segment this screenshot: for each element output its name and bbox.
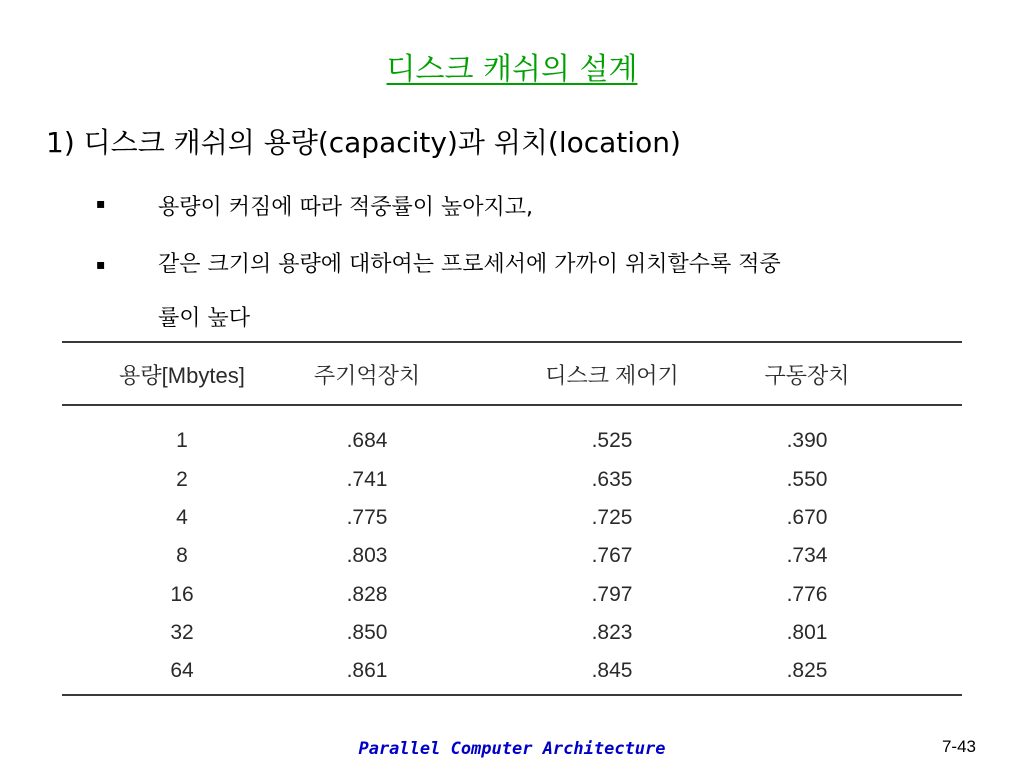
table-cell: .845 <box>591 659 633 682</box>
table-cell: .390 <box>786 429 828 452</box>
bullet-marker: ▪ <box>96 196 106 212</box>
table-cell: .734 <box>786 544 828 567</box>
table-cell: .803 <box>346 544 388 567</box>
table-cell: .635 <box>591 468 633 491</box>
bullet-text-line: 같은 크기의 용량에 대하여는 프로세서에 가까이 위치할수록 적중 <box>158 252 781 277</box>
table-top-rule <box>62 341 962 343</box>
column-header-capacity: 용량[Mbytes] <box>119 363 245 388</box>
table-cell: .525 <box>591 429 633 452</box>
table-cell: 32 <box>170 621 194 644</box>
bullet-text-line: 률이 높다 <box>158 306 251 331</box>
table-cell: .684 <box>346 429 388 452</box>
table-cell: .825 <box>786 659 828 682</box>
bullet-text-capacity: 용량이 커짐에 따라 적중률이 높아지고, <box>158 195 533 220</box>
page-number: 7-43 <box>941 737 976 756</box>
table-cell: .767 <box>591 544 633 567</box>
footer-course-title: Parallel Computer Architecture <box>358 739 666 759</box>
column-header-disk-drive: 구동장치 <box>764 363 850 388</box>
section-heading: 1) 디스크 캐쉬의 용량(capacity)과 위치(location) <box>46 126 681 159</box>
table-cell: 4 <box>176 506 188 529</box>
table-cell: 1 <box>176 429 188 452</box>
table-cell: .775 <box>346 506 388 529</box>
table-cell: .828 <box>346 583 388 606</box>
table-cell: .670 <box>786 506 828 529</box>
column-header-disk-controller: 디스크 제어기 <box>545 363 679 388</box>
table-cell: .861 <box>346 659 388 682</box>
table-cell: .801 <box>786 621 828 644</box>
table-cell: .776 <box>786 583 828 606</box>
table-cell: .550 <box>786 468 828 491</box>
column-header-main-memory: 주기억장치 <box>313 363 421 388</box>
table-cell: 8 <box>176 544 188 567</box>
table-cell: .797 <box>591 583 633 606</box>
table-cell: .741 <box>346 468 388 491</box>
table-cell: 2 <box>176 468 188 491</box>
bullet-marker: ▪ <box>96 257 106 273</box>
table-cell: .823 <box>591 621 633 644</box>
slide-title: 디스크 캐쉬의 설계 <box>386 52 638 87</box>
table-cell: 16 <box>170 583 194 606</box>
table-header-rule <box>62 404 962 406</box>
table-bottom-rule <box>62 694 962 696</box>
bullet-text-location <box>158 238 781 346</box>
table-cell: 64 <box>170 659 194 682</box>
table-cell: .725 <box>591 506 633 529</box>
table-cell: .850 <box>346 621 388 644</box>
